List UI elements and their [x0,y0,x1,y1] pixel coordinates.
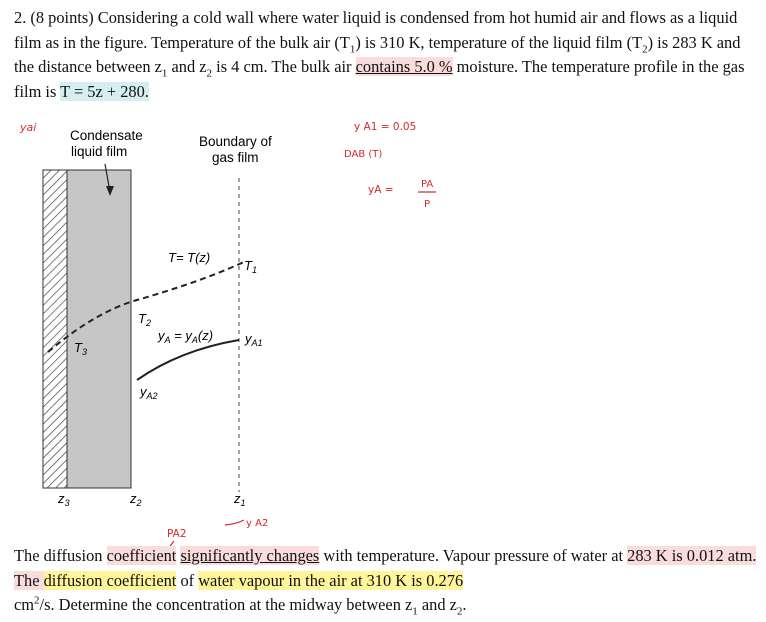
intro-text-1: 2. (8 points) Considering a cold wall where water liquid is condensed from hot humid air and flows as a liquid film as in the figure. Temperature of the bulk air (T [14,8,738,52]
handwritten-ya2: y A2 [246,518,269,529]
sub-2: 2 [642,42,648,55]
t2-label: $T_2$ [138,311,151,328]
significantly-changes-highlight: significantly changes [180,546,320,565]
vapour-value-highlight: water vapour in the air at 310 K is 0.276 [198,570,464,590]
ya2-label: $y_{A2}$ [140,384,158,401]
handwritten-arrow [225,520,244,525]
handwritten-dab: DAB (T) [344,149,383,160]
vapour-pressure-text: 283 K is 0.012 atm. The [14,546,757,590]
moisture-highlight: contains 5.0 % [355,57,453,76]
ya1-label: $y_{A1}$ [245,331,263,348]
handwritten-yai: yai [20,121,37,134]
intro-text-5: is 4 cm. The bulk air [212,57,356,76]
sub-4: 2 [206,67,213,80]
ya-profile-label: $y_A = y_A(z)$ [158,328,214,345]
handwritten-pa: PA [421,179,434,190]
handwritten-ya1: y A1 = 0.05 [354,121,417,133]
t-profile-label: T= T(z) [168,250,211,265]
problem-conditions [14,544,759,618]
sub-1: 1 [349,42,356,55]
sub-3: 1 [161,67,168,80]
intro-text-2: ) is 310 K, temperature of the liquid film (T [355,32,643,52]
t1-label: $T_1$ [244,258,257,275]
z1-label: $z_1$ [234,491,246,508]
sup-2: 2 [34,594,40,607]
concentration-profile [137,340,239,380]
profile-highlight: T = 5z + 280. [60,81,149,101]
outro-text-3: with temperature. Vapour pressure of water at [319,546,628,565]
wall-hatch [43,170,67,488]
coefficient-highlight: coefficient [106,546,177,565]
z3-label: $z_3$ [58,491,70,508]
z2-label: $z_2$ [130,491,142,508]
intro-text-6: moisture. The temperature profile in the gas film is [14,57,745,101]
boundary-label: Boundary of [199,134,272,149]
outro-text-7: /s. Determine the concentration at the midway between z [39,595,413,614]
liquid-film-label: liquid film [71,144,128,159]
outro-text-5: of [176,570,199,590]
intro-text-4: and z [167,57,207,76]
diffusion-coefficient-highlight: diffusion coefficient [43,570,177,590]
handwritten-p: P [424,199,431,210]
sub-z1: 1 [412,605,418,618]
intro-text-3: ) is 283 K and the distance between z [14,32,741,76]
condensate-label: Condensate [70,128,143,143]
t3-label: $T_3$ [74,340,87,357]
handwritten-ya-formula: yA = [368,184,394,196]
gas-film-label: gas film [212,150,259,165]
sub-z2: 2 [456,605,463,618]
handwritten-pa2: PA2 [167,528,187,540]
outro-text-1: The diffusion [14,546,107,565]
outro-text-6: cm [14,595,35,614]
liquid-film [67,170,131,488]
outro-text-8: and z [417,595,457,614]
outro-period: . [462,595,467,614]
